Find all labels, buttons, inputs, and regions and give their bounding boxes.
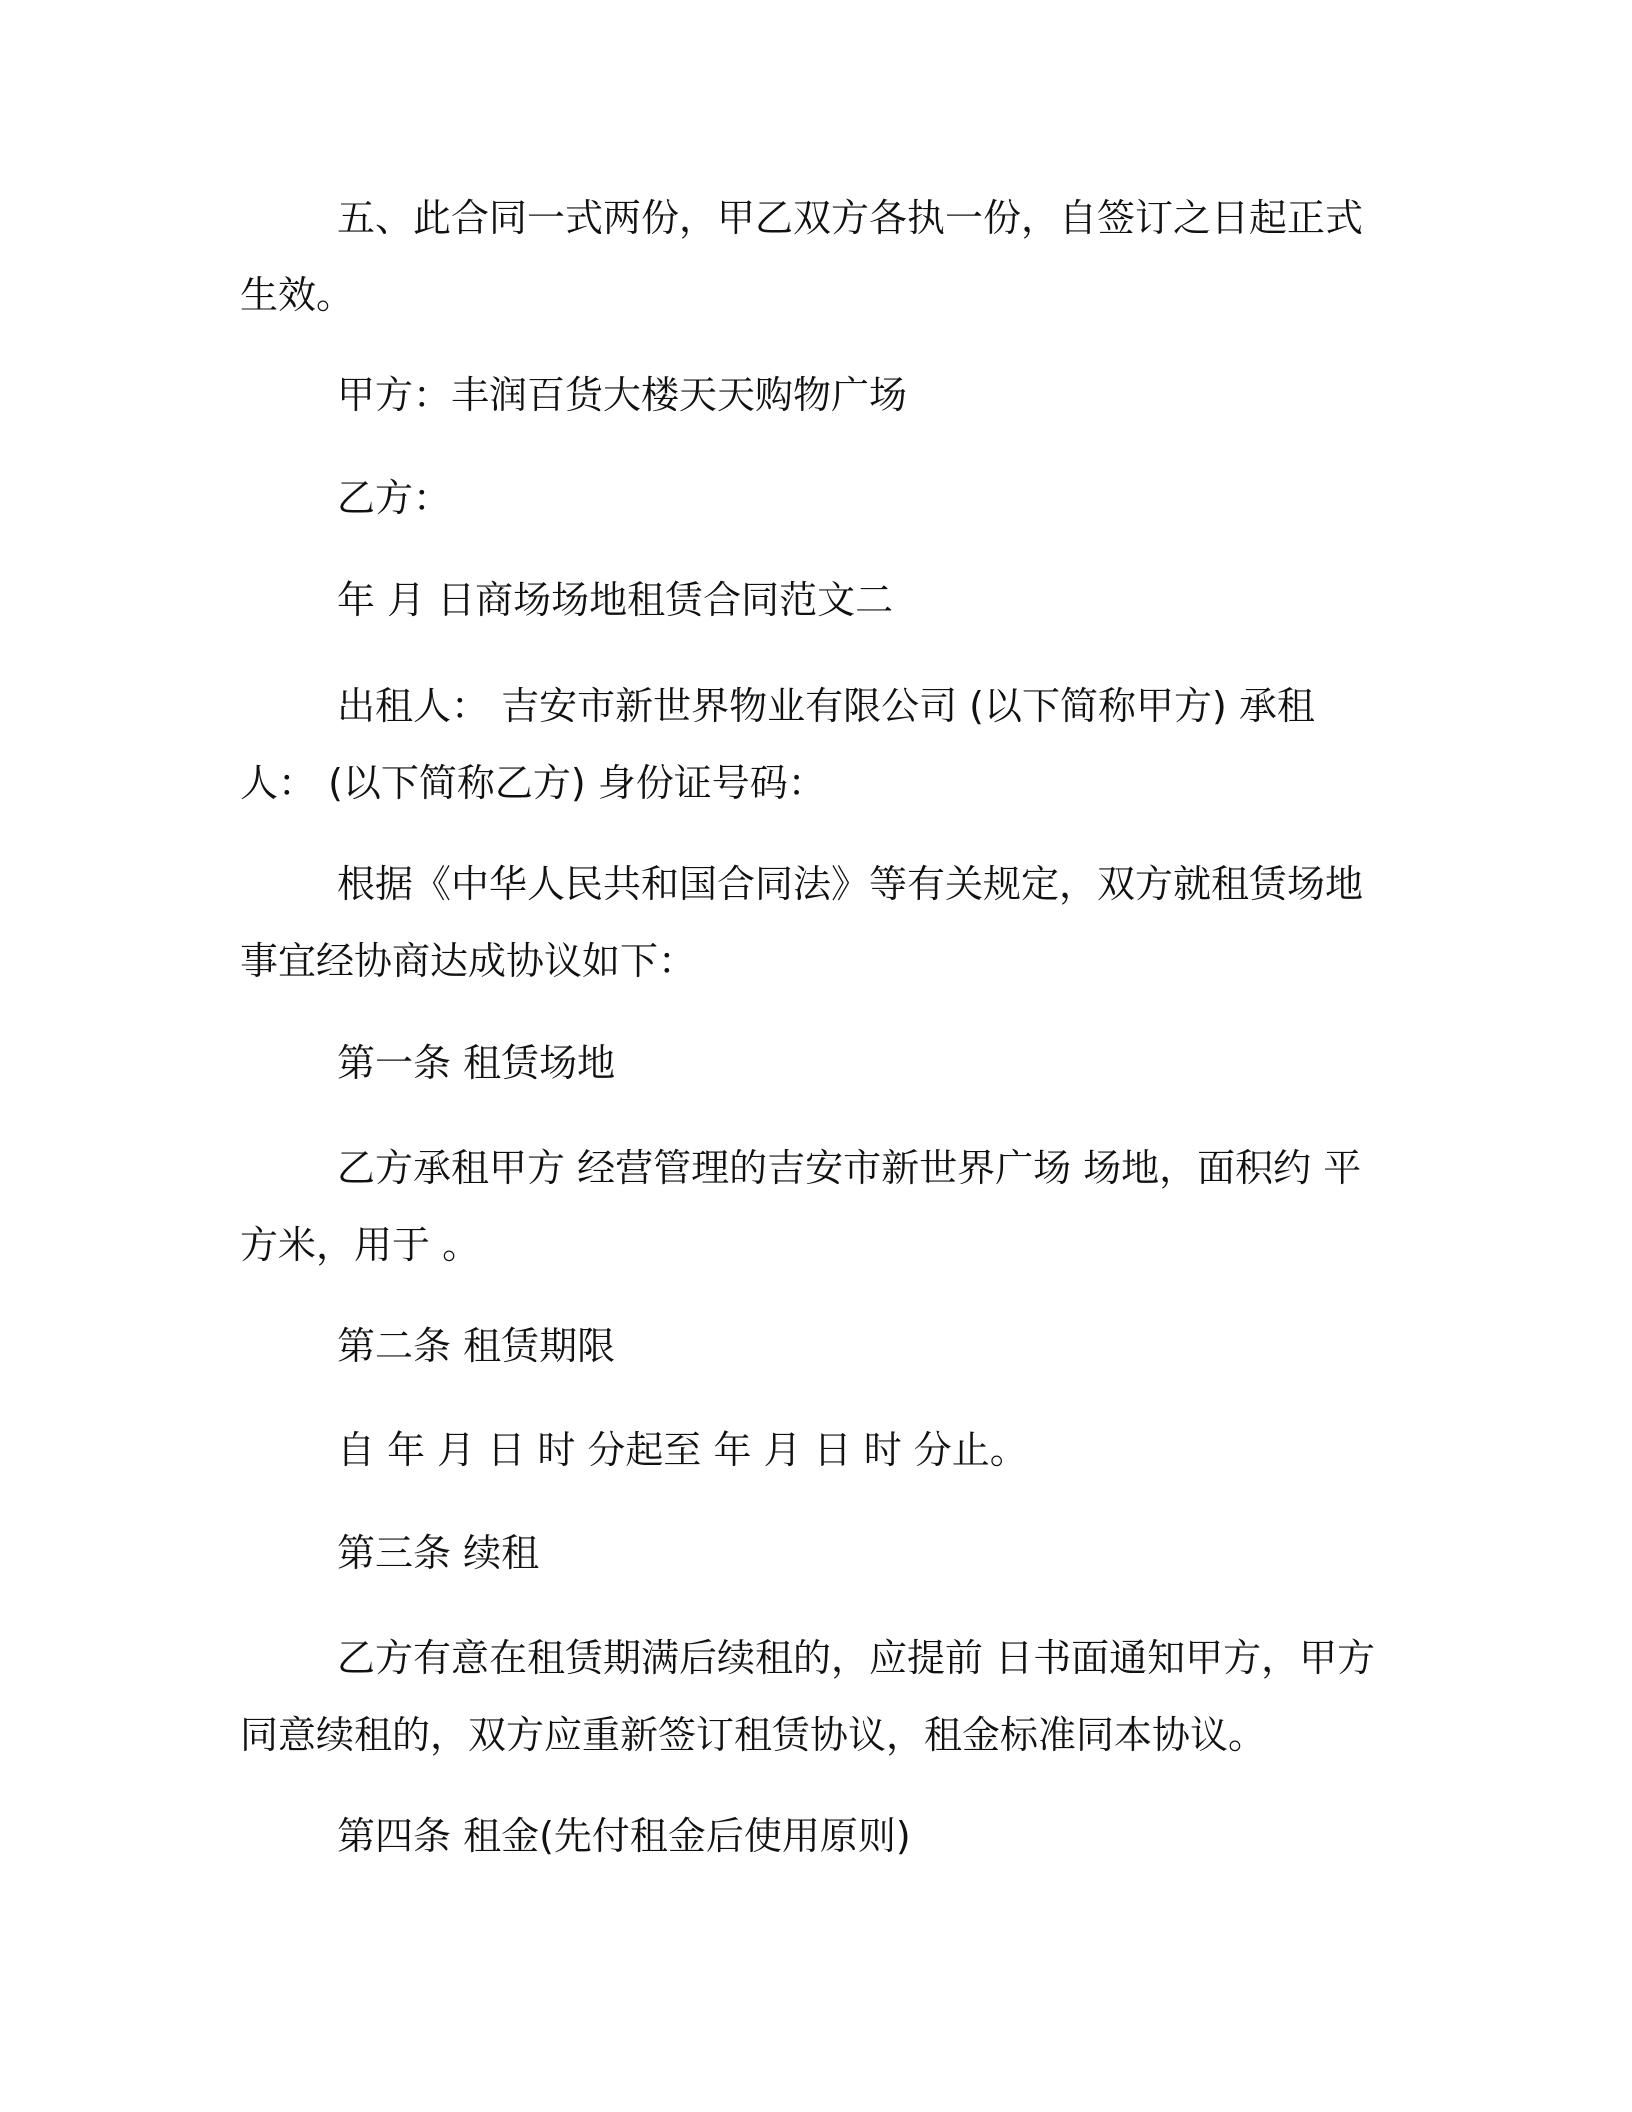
paragraph-preamble: 根据《中华人民共和国合同法》等有关规定，双方就租赁场地事宜经协商达成协议如下：: [240, 862, 1364, 983]
paragraph-article-1-body: 乙方承租甲方 经营管理的吉安市新世界广场 场地，面积约 平方米，用于 。: [240, 1146, 1362, 1267]
paragraph-party-b: 乙方：: [337, 476, 452, 520]
paragraph-lessor-lessee: 出租人： 吉安市新世界物业有限公司 (以下简称甲方) 承租人： (以下简称乙方) 身份证号码：: [240, 684, 1315, 805]
paragraph-date-title: 年 月 日商场场地租赁合同范文二: [337, 578, 894, 622]
heading-article-4: 第四条 租金(先付租金后使用原则): [337, 1814, 911, 1858]
paragraph-party-a: 甲方：丰润百货大楼天天购物广场: [337, 373, 908, 417]
heading-article-3: 第三条 续租: [337, 1531, 540, 1575]
heading-article-2: 第二条 租赁期限: [337, 1324, 616, 1368]
paragraph-effective-clause: 五、此合同一式两份，甲乙双方各执一份，自签订之日起正式生效。: [240, 196, 1364, 317]
paragraph-article-3-body: 乙方有意在租赁期满后续租的，应提前 日书面通知甲方，甲方同意续租的，双方应重新签订租赁协议，租金标准同本协议。: [240, 1636, 1376, 1757]
heading-article-1: 第一条 租赁场地: [337, 1041, 616, 1085]
paragraph-article-2-body: 自 年 月 日 时 分起至 年 月 日 时 分止。: [337, 1428, 1028, 1472]
